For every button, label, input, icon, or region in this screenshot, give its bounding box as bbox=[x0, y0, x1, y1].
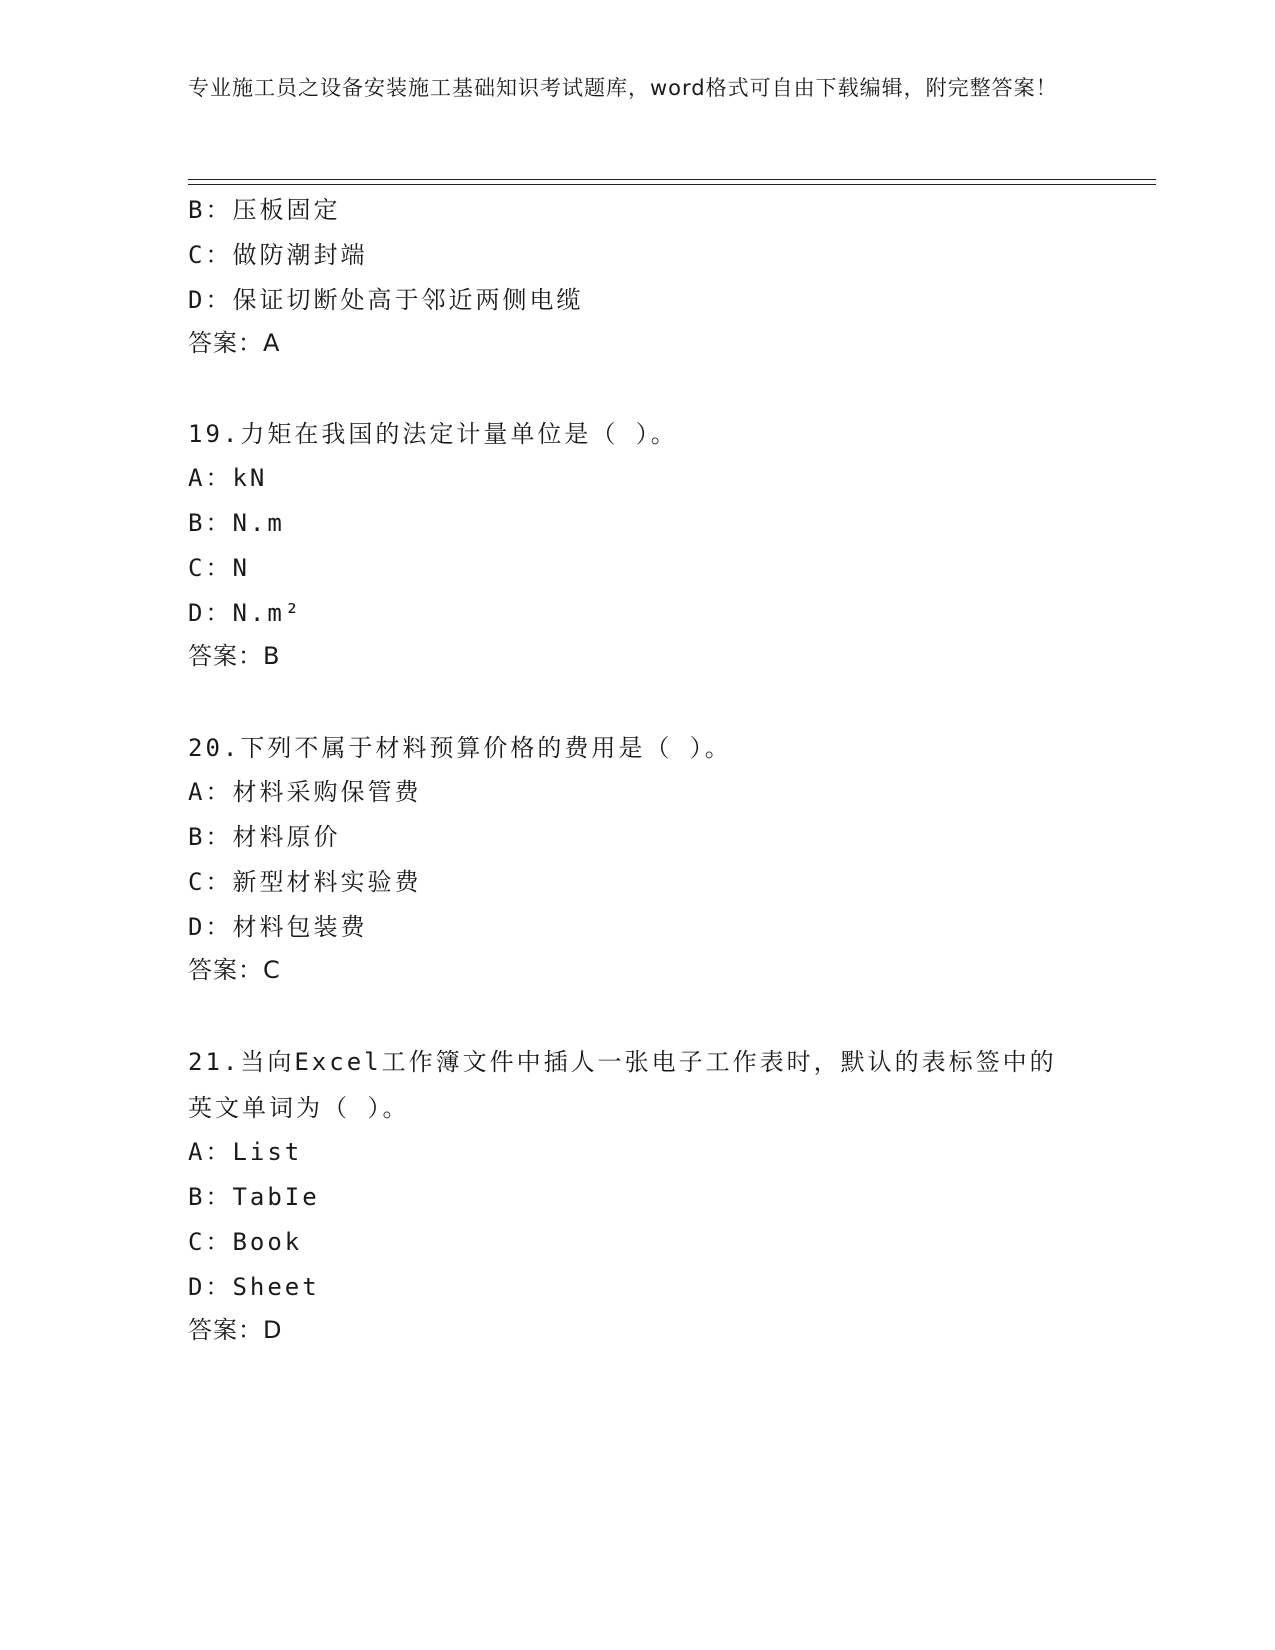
option-text: A：List bbox=[188, 1138, 303, 1166]
option-text: B：TabIe bbox=[188, 1183, 320, 1211]
answer-text: 答案：D bbox=[188, 1316, 283, 1344]
option-text: B：材料原价 bbox=[188, 823, 341, 851]
question-stem: 21.当向Excel工作簿文件中插人一张电子工作表时，默认的表标签中的英文单词为（ ）。 bbox=[188, 1048, 1057, 1122]
option-text: B：N.m bbox=[188, 509, 285, 537]
option-text: C：新型材料实验费 bbox=[188, 868, 422, 896]
document-header: 专业施工员之设备安装施工基础知识考试题库，word格式可自由下载编辑，附完整答案！ bbox=[188, 76, 1058, 100]
header-rule-bottom bbox=[188, 184, 1156, 185]
option-text: A：kN bbox=[188, 464, 268, 492]
option-text: C：Book bbox=[188, 1228, 303, 1256]
option-text: C：N bbox=[188, 554, 250, 582]
option-text: D：Sheet bbox=[188, 1273, 320, 1301]
question-stem: 20.下列不属于材料预算价格的费用是（ ）。 bbox=[188, 734, 732, 762]
option-text: D：N.m² bbox=[188, 599, 303, 627]
answer-text: 答案：C bbox=[188, 956, 281, 984]
header-rule-top bbox=[188, 179, 1156, 180]
answer-text: 答案：A bbox=[188, 329, 281, 357]
option-text: D：材料包装费 bbox=[188, 913, 368, 941]
option-text: D：保证切断处高于邻近两侧电缆 bbox=[188, 286, 584, 314]
answer-text: 答案：B bbox=[188, 642, 281, 670]
option-text: C：做防潮封端 bbox=[188, 241, 368, 269]
question-stem: 19.力矩在我国的法定计量单位是（ ）。 bbox=[188, 420, 678, 448]
option-text: A：材料采购保管费 bbox=[188, 778, 422, 806]
option-text: B：压板固定 bbox=[188, 196, 341, 224]
